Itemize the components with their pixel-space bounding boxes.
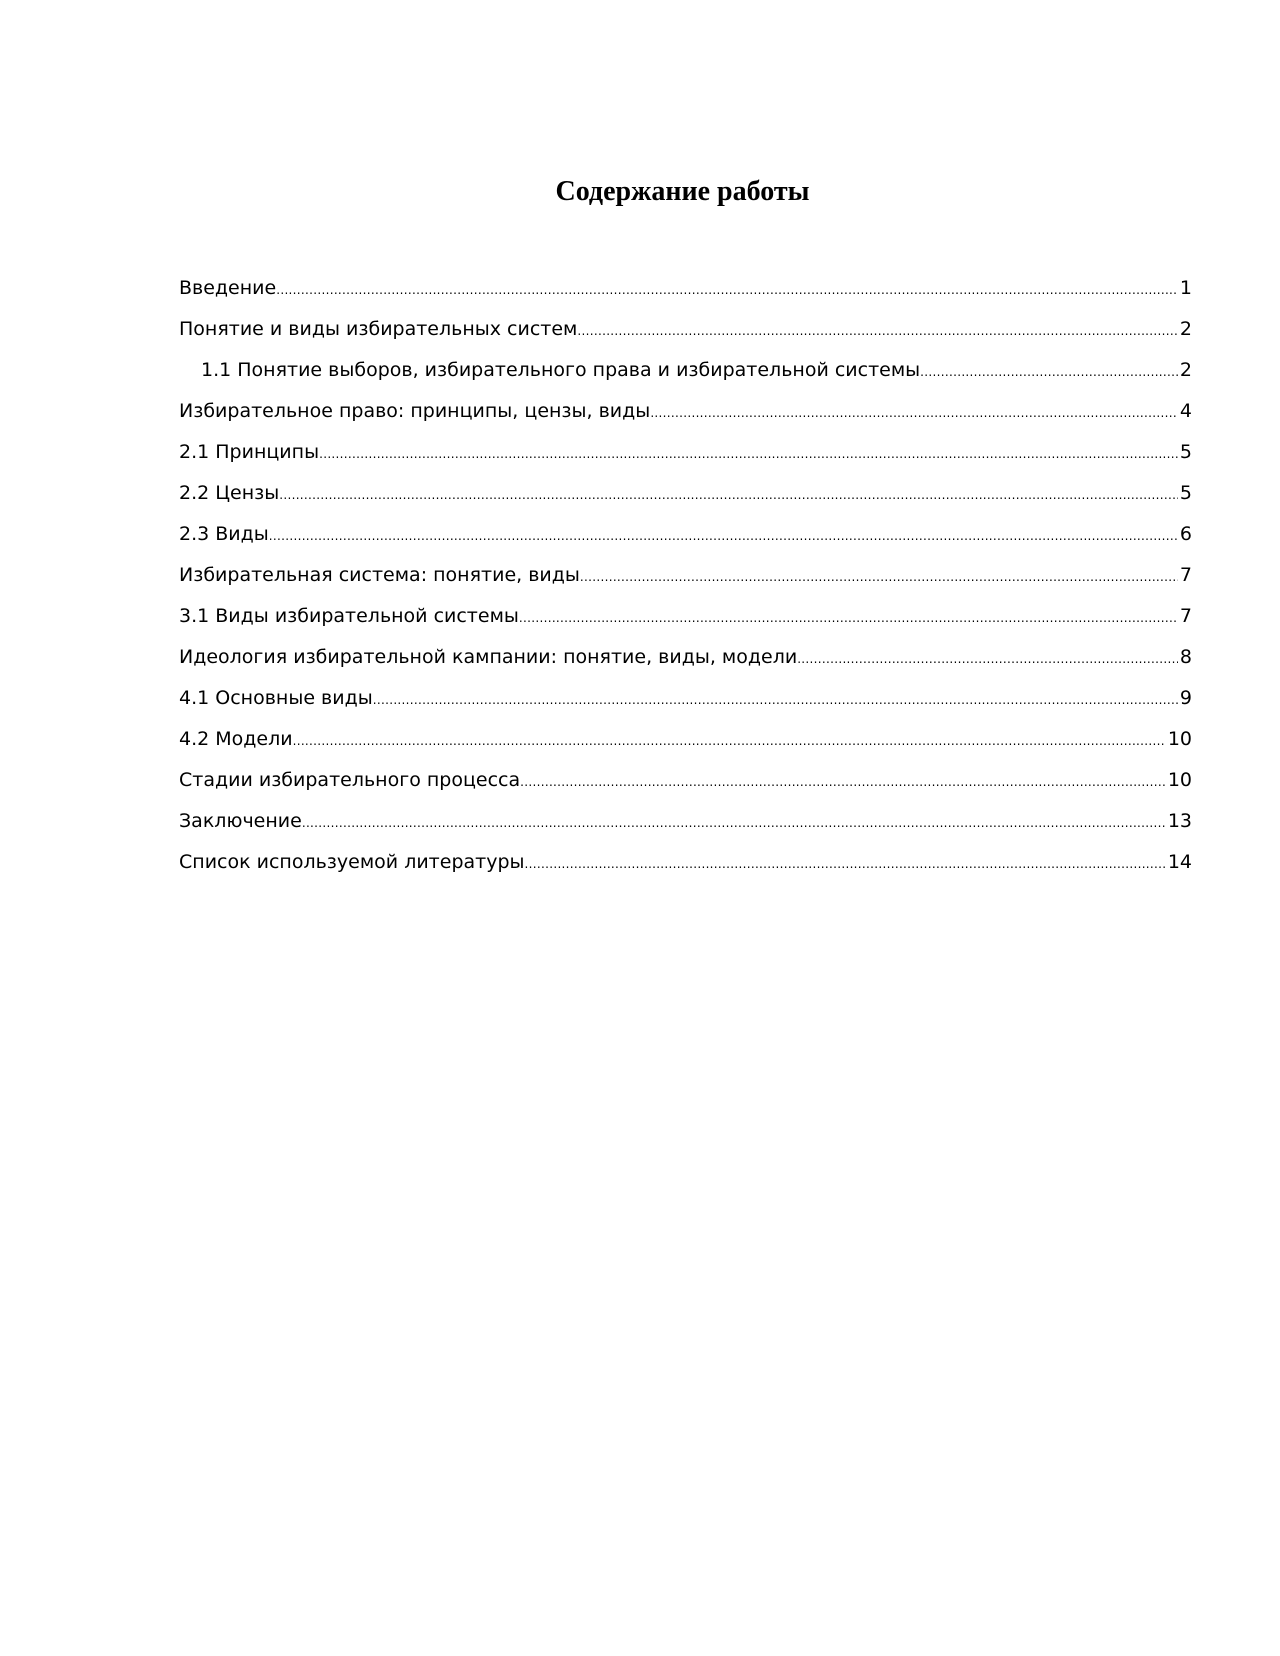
toc-entry-page: 5 <box>1179 441 1192 463</box>
toc-entry-label: 2.1 Принципы <box>179 441 320 463</box>
toc-entry[interactable] <box>179 602 1192 643</box>
toc-entry[interactable] <box>179 643 1192 684</box>
table-of-contents <box>179 274 1192 889</box>
toc-dot-leader <box>577 317 1178 345</box>
toc-entry[interactable] <box>179 807 1192 848</box>
toc-entry[interactable] <box>179 274 1192 315</box>
toc-entry-page: 9 <box>1179 687 1192 709</box>
toc-dot-leader <box>276 276 1178 304</box>
toc-entry-label: Список используемой литературы <box>179 851 525 873</box>
toc-entry-label: 2.3 Виды <box>179 523 269 545</box>
toc-dot-leader <box>293 727 1166 755</box>
toc-dot-leader <box>520 768 1166 796</box>
toc-entry-label: 4.2 Модели <box>179 728 293 750</box>
toc-dot-leader <box>269 522 1178 550</box>
toc-entry-page: 10 <box>1167 769 1192 791</box>
toc-entry[interactable] <box>179 356 1192 397</box>
toc-entry-page: 7 <box>1179 564 1192 586</box>
toc-entry-page: 14 <box>1167 851 1192 873</box>
toc-entry[interactable] <box>179 848 1192 889</box>
toc-entry-label: 1.1 Понятие выборов, избирательного права и избирательной системы <box>201 359 921 381</box>
toc-entry-page: 8 <box>1179 646 1192 668</box>
toc-dot-leader <box>279 481 1178 509</box>
toc-entry[interactable] <box>179 766 1192 807</box>
toc-entry[interactable] <box>179 520 1192 561</box>
toc-entry-page: 2 <box>1179 359 1192 381</box>
toc-entry-label: Избирательная система: понятие, виды <box>179 564 580 586</box>
toc-entry-label: Идеология избирательной кампании: понятие, виды, модели <box>179 646 798 668</box>
toc-entry[interactable] <box>179 561 1192 602</box>
page-title: Содержание работы <box>555 176 810 207</box>
toc-dot-leader <box>797 645 1178 673</box>
toc-entry-page: 2 <box>1179 318 1192 340</box>
toc-entry-page: 10 <box>1167 728 1192 750</box>
toc-dot-leader <box>373 686 1178 714</box>
toc-entry-label: 3.1 Виды избирательной системы <box>179 605 519 627</box>
toc-dot-leader <box>580 563 1178 591</box>
toc-entry-label: 4.1 Основные виды <box>179 687 373 709</box>
toc-entry-page: 1 <box>1179 277 1192 299</box>
toc-dot-leader <box>650 399 1178 427</box>
toc-entry-page: 7 <box>1179 605 1192 627</box>
toc-entry[interactable] <box>179 684 1192 725</box>
toc-entry[interactable] <box>179 397 1192 438</box>
toc-entry[interactable] <box>179 438 1192 479</box>
toc-entry[interactable] <box>179 315 1192 356</box>
toc-entry-page: 13 <box>1167 810 1192 832</box>
toc-entry[interactable] <box>179 479 1192 520</box>
toc-entry-label: Понятие и виды избирательных систем <box>179 318 578 340</box>
toc-dot-leader <box>525 850 1166 878</box>
toc-entry[interactable] <box>179 725 1192 766</box>
toc-entry-page: 5 <box>1179 482 1192 504</box>
toc-entry-label: Стадии избирательного процесса <box>179 769 521 791</box>
toc-entry-label: 2.2 Цензы <box>179 482 280 504</box>
toc-entry-label: Заключение <box>179 810 302 832</box>
toc-entry-label: Введение <box>179 277 277 299</box>
toc-dot-leader <box>319 440 1178 468</box>
toc-dot-leader <box>302 809 1166 837</box>
toc-dot-leader <box>519 604 1178 632</box>
toc-dot-leader <box>920 358 1178 386</box>
toc-entry-page: 4 <box>1179 400 1192 422</box>
toc-entry-page: 6 <box>1179 523 1192 545</box>
toc-entry-label: Избирательное право: принципы, цензы, виды <box>179 400 651 422</box>
